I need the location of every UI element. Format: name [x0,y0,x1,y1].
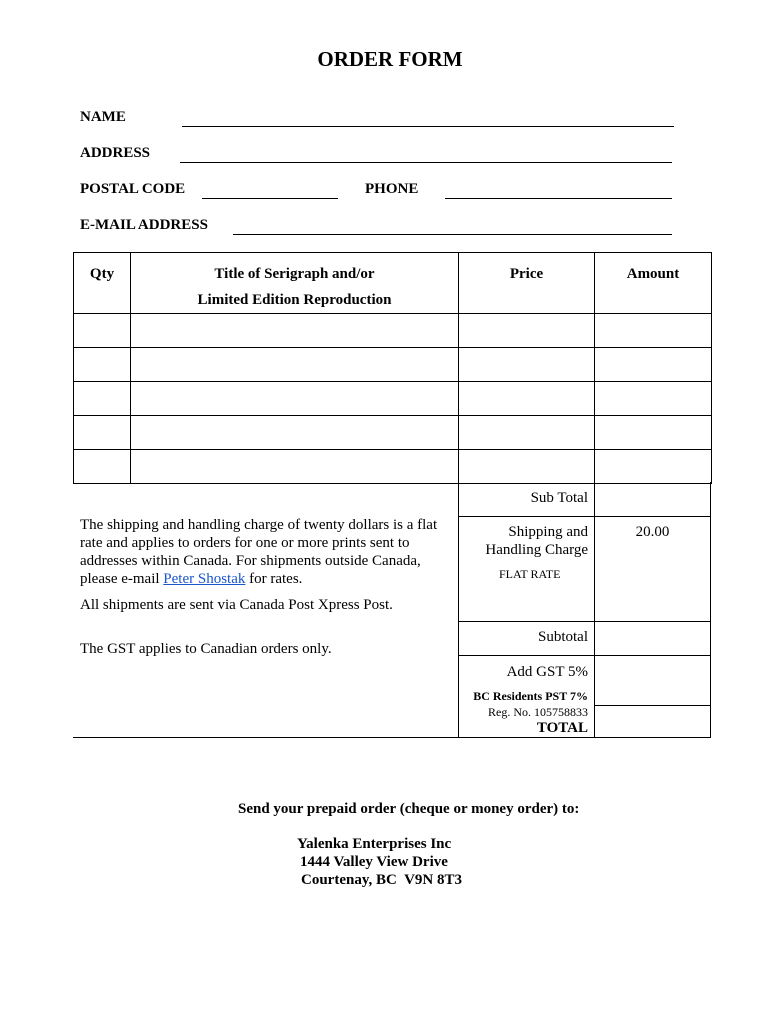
amount-cell[interactable] [595,450,712,484]
order-items-table [73,252,712,484]
postal-code-field[interactable] [202,198,338,199]
price-header: Price [459,253,595,314]
post-note: All shipments are sent via Canada Post Xpress Post. [80,597,393,613]
postal-code-label: POSTAL CODE [80,181,186,197]
title-cell[interactable] [131,348,459,382]
qty-cell[interactable] [74,450,131,484]
title-cell[interactable] [131,450,459,484]
table-row [74,348,712,382]
summary-right-border [710,482,711,738]
amount-header: Amount [595,253,712,314]
shipping-note-text-end: for rates. [245,571,303,587]
summary-divider [594,705,711,706]
table-row [74,314,712,348]
summary-divider [458,655,711,656]
address-field[interactable] [180,162,672,163]
price-cell[interactable] [459,314,595,348]
subtotal-label: Subtotal [537,629,588,645]
reg-number: Reg. No. 105758833 [488,705,588,719]
gst-note: The GST applies to Canadian orders only. [80,641,332,657]
form-bottom-line [73,737,711,738]
shipping-label-line1: Shipping and [508,524,588,540]
summary-divider [458,621,711,622]
qty-cell[interactable] [74,416,131,450]
price-cell[interactable] [459,450,595,484]
qty-header: Qty [74,253,131,314]
contact-email-link[interactable]: Peter Shostak [163,571,246,587]
title-cell[interactable] [131,314,459,348]
amount-cell[interactable] [595,382,712,416]
email-field[interactable] [233,234,672,235]
flat-rate-label: FLAT RATE [499,567,561,581]
title-header-line1: Title of Serigraph and/or [214,266,375,282]
summary-middle-border [594,482,595,738]
email-label: E-MAIL ADDRESS [80,217,208,233]
shipping-amount: 20.00 [635,524,670,540]
title-cell[interactable] [131,416,459,450]
total-label: TOTAL [536,720,588,736]
shipping-label-line2: Handling Charge [485,542,588,558]
qty-cell[interactable] [74,314,131,348]
title-header-line2: Limited Edition Reproduction [197,292,392,308]
table-row [74,450,712,484]
sub-total-label: Sub Total [530,490,588,506]
pst-label: BC Residents PST 7% [473,689,588,703]
amount-cell[interactable] [595,348,712,382]
price-cell[interactable] [459,382,595,416]
address-label: ADDRESS [80,145,151,161]
company-name: Yalenka Enterprises Inc [297,836,452,852]
shipping-note [80,516,450,588]
price-cell[interactable] [459,416,595,450]
table-header-row [74,253,712,314]
price-cell[interactable] [459,348,595,382]
page-title: ORDER FORM [317,47,463,71]
gst-label: Add GST 5% [506,664,588,680]
title-header [131,253,459,314]
qty-cell[interactable] [74,348,131,382]
qty-cell[interactable] [74,382,131,416]
title-cell[interactable] [131,382,459,416]
street-address: 1444 Valley View Drive [300,854,448,870]
amount-cell[interactable] [595,416,712,450]
name-field[interactable] [182,126,674,127]
phone-label: PHONE [365,181,419,197]
phone-field[interactable] [445,198,672,199]
table-row [74,382,712,416]
send-heading: Send your prepaid order (cheque or money order) to: [238,801,580,817]
city-address: Courtenay, BC V9N 8T3 [301,872,462,888]
shipping-note-text: The shipping and handling charge of twenty dollars is a flat rate and applies to orders for one or more prints sent to addresses within Canada. For shipments outside Canada, please e-mail [80,517,438,587]
summary-divider [458,516,711,517]
table-row [74,416,712,450]
amount-cell[interactable] [595,314,712,348]
name-label: NAME [80,109,126,125]
summary-left-border [458,482,459,738]
